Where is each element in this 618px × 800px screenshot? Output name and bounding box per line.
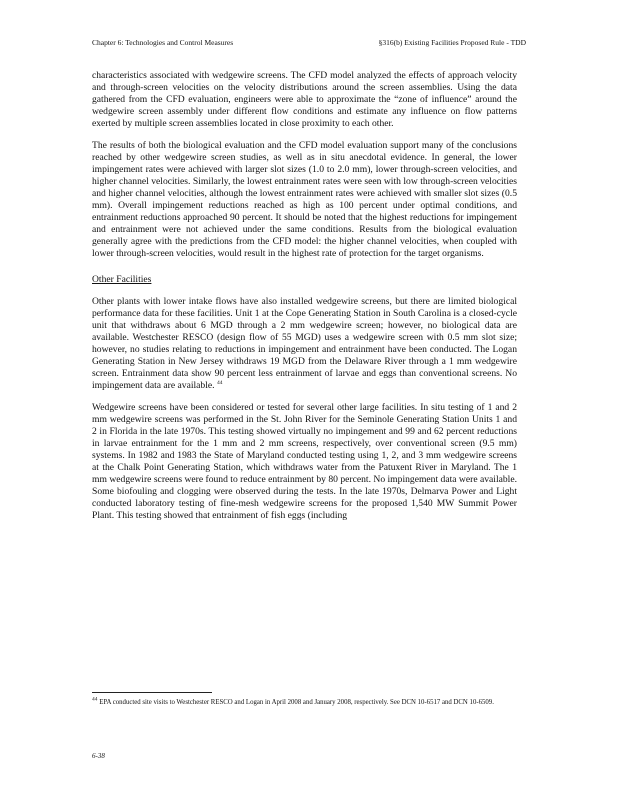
page-number: 6-38 (92, 752, 105, 760)
paragraph-cfd-model: characteristics associated with wedgewire screens. The CFD model analyzed the effects of approach velocity and through-screen velocities on the velocity distributions around the screen assemblies. Using the data gathered from the CFD evaluation, engineers were able to approximate the “zone of influence” around the wedgewire screen assembly under different flow conditions and estimate any influence on flow patterns exerted by multiple screen assemblies located in close proximity to each other. (92, 70, 517, 129)
running-header (92, 38, 526, 52)
paragraph-large-facilities: Wedgewire screens have been considered or tested for several other large facilities. In situ testing of 1 and 2 mm wedgewire screens was performed in the St. John River for the Seminole Generating Station Units 1 and 2 in Florida in the late 1970s. This testing showed virtually no impingement and 99 and 62 percent reductions in larvae entrainment for the 1 mm and 2 mm screens, respectively, over conventional screen (9.5 mm) systems. In 1982 and 1983 the State of Maryland conducted testing using 1, 2, and 3 mm wedgewire screens at the Chalk Point Generating Station, which withdraws water from the Patuxent River in Maryland. The 1 mm wedgewire screens were found to reduce entrainment by 80 percent. No impingement data were available. Some biofouling and clogging were observed during the tests. In the late 1970s, Delmarva Power and Light conducted laboratory testing of fine-mesh wedgewire screens for the proposed 1,540 MW Summit Power Plant. This testing showed that entrainment of fish eggs (including (92, 402, 517, 521)
header-chapter: Chapter 6: Technologies and Control Measures (92, 38, 234, 47)
header-document-title: §316(b) Existing Facilities Proposed Rule - TDD (378, 38, 526, 47)
footnote (92, 698, 517, 708)
footnote-divider (92, 692, 212, 693)
paragraph-other-plants-text: Other plants with lower intake flows have also installed wedgewire screens, but there are limited biological performance data for these facilities. Unit 1 at the Cope Generating Station in South Carolina is a closed-cycle unit that withdraws about 6 MGD through a 2 mm wedgewire screen; however, no biological data are available. Westchester RESCO (design flow of 55 MGD) uses a wedgewire screen with 0.5 mm slot size; however, no studies relating to reductions in impingement and entrainment have been conducted. The Logan Generating Station in New Jersey withdraws 19 MGD from the Delaware River through a 1 mm wedgewire screen. Entrainment data show 90 percent less entrainment of larvae and eggs than conventional screens. No impingement data are available. (92, 296, 517, 391)
footnote-reference: 44 (216, 379, 223, 386)
footnote-number: 44 (92, 696, 98, 703)
page-body (92, 70, 517, 532)
paragraph-other-plants (92, 296, 517, 392)
paragraph-results: The results of both the biological evaluation and the CFD model evaluation support many of the conclusions reached by other wedgewire screen studies, as well as in situ anecdotal evidence. In general, the lower impingement rates were achieved with larger slot sizes (1.0 to 2.0 mm), lower through-screen velocities, and higher channel velocities. Similarly, the lowest entrainment rates were seen with low through-screen velocities and higher channel velocities, although the lowest entrainment rates were achieved with smaller slot sizes (0.5 mm). Overall impingement reductions reached as high as 100 percent under optimal conditions, and entrainment reductions approached 90 percent. It should be noted that the highest reductions for impingement and entrainment were not achieved under the same conditions. Results from the biological evaluation generally agree with the predictions from the CFD model: the higher channel velocities, when coupled with lower through-screen velocities, would result in the highest rate of protection for the target organisms. (92, 140, 517, 259)
footnote-text: EPA conducted site visits to Westchester RESCO and Logan in April 2008 and January 2008, respectively. See DCN 10-6517 and DCN 10-6509. (99, 699, 494, 706)
section-heading-other-facilities: Other Facilities (92, 274, 152, 285)
